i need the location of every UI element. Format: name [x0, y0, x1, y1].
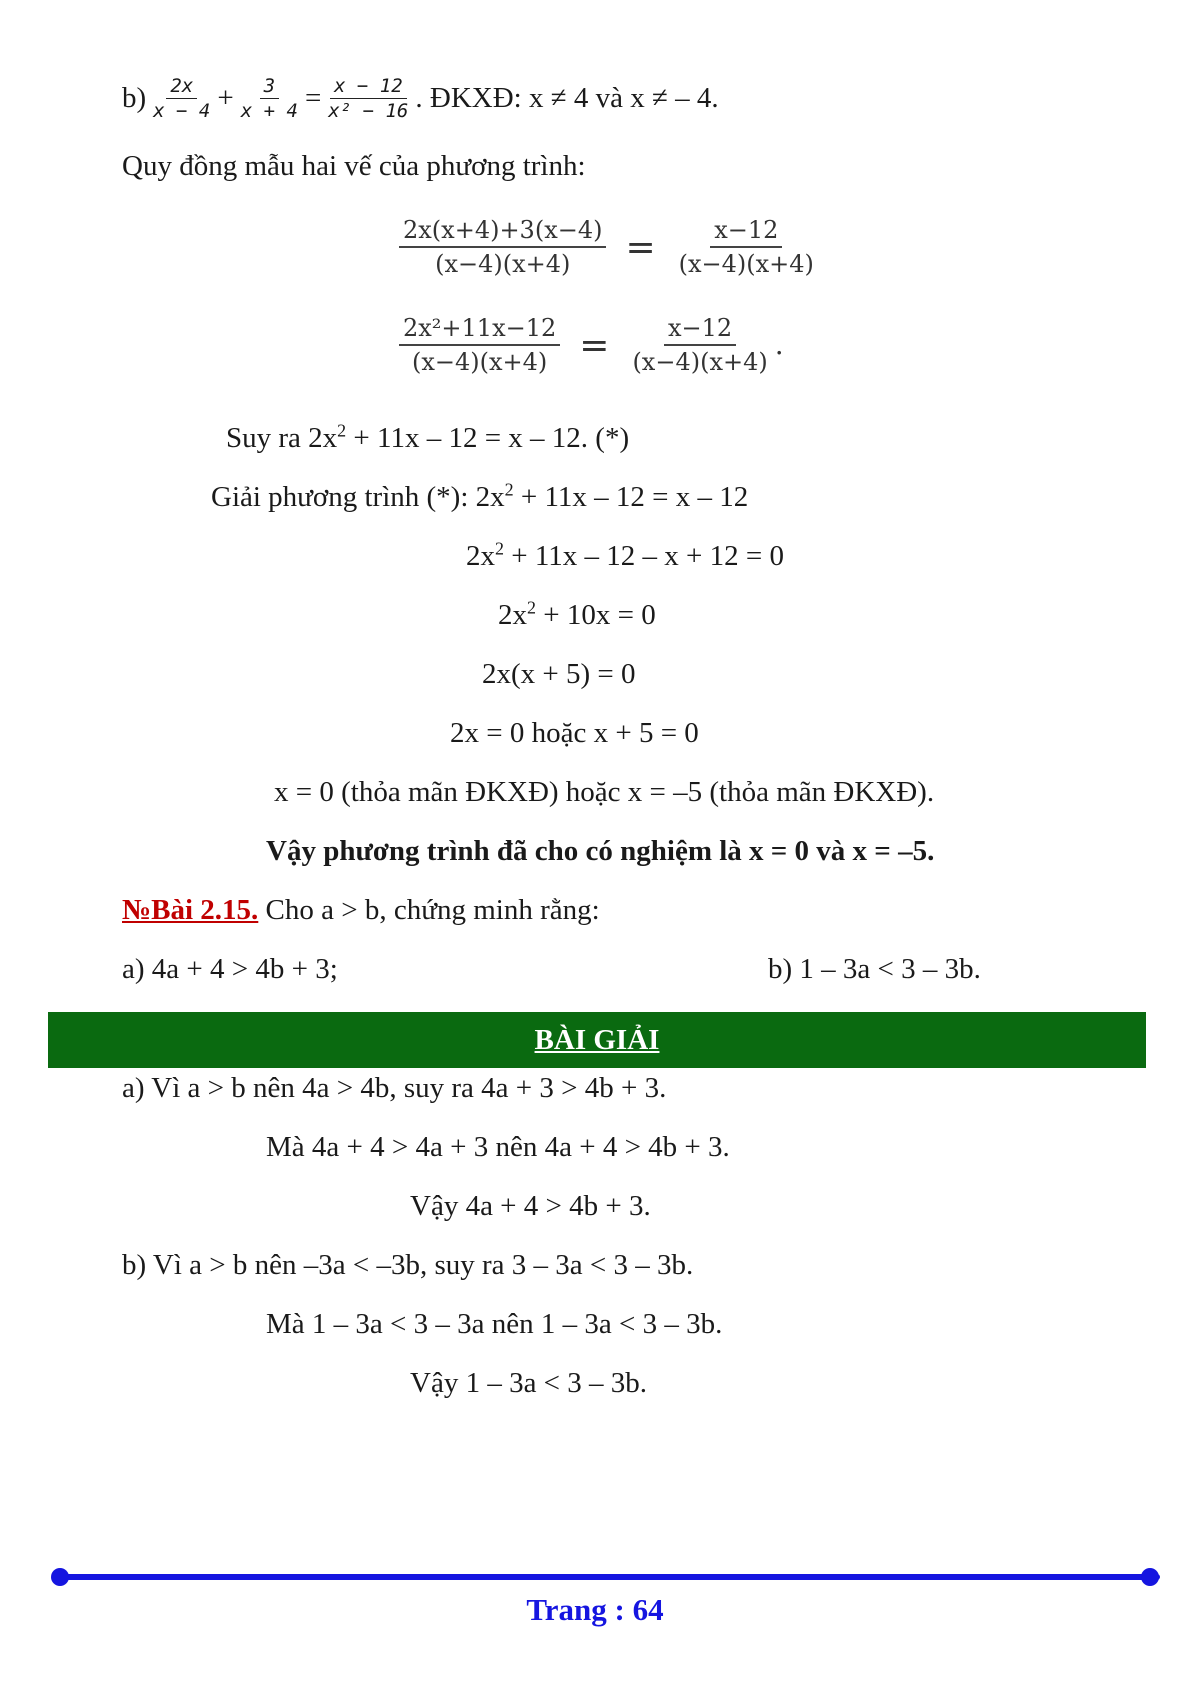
conclusion: Vậy phương trình đã cho có nghiệm là x = 0 và x = –5.: [266, 835, 935, 867]
equals-sign: =: [304, 82, 322, 114]
step-5: x = 0 (thỏa mãn ĐKXĐ) hoặc x = –5 (thỏa mãn ĐKXĐ).: [274, 776, 935, 808]
step-2: $2x^2 + 10x = 0$: [498, 597, 656, 631]
footer-rule-right-dot: [1141, 1568, 1159, 1586]
equation-2: [396, 312, 784, 378]
eq2-period: .: [774, 328, 784, 361]
fraction-3-over-x-plus-4: $\frac{3}{x + 4}$: [240, 74, 298, 122]
eq1-equals: =: [625, 226, 656, 268]
eq1-lhs-fraction: $\frac{2x(x+4)+3(x-4)}{(x-4)(x+4)}$: [399, 214, 606, 280]
footer-rule-left-dot: [51, 1568, 69, 1586]
solution-b-2: Mà 1 – 3a < 3 – 3a nên 1 – 3a < 3 – 3b.: [266, 1308, 723, 1340]
footer-rule: [60, 1574, 1160, 1580]
problem-part-b: b) 1 – 3a < 3 – 3b.: [768, 953, 981, 985]
eq2-equals: =: [579, 324, 610, 366]
problem-heading: №Bài 2.15. Cho a > b, chứng minh rằng:: [122, 894, 600, 926]
step-3: 2x(x + 5) = 0: [482, 658, 636, 690]
equation-1: [396, 214, 821, 280]
step-4: 2x = 0 hoặc x + 5 = 0: [450, 717, 699, 749]
page-number: Trang : 64: [526, 1592, 664, 1627]
part-b-label: b): [122, 82, 147, 114]
solution-b-3: Vậy 1 – 3a < 3 – 3b.: [410, 1367, 648, 1399]
solution-a-2: Mà 4a + 4 > 4a + 3 nên 4a + 4 > 4b + 3.: [266, 1131, 730, 1163]
plus-sign: +: [217, 82, 234, 114]
fraction-rhs: $\frac{x - 12}{\text{x² − 16}}$: [328, 74, 409, 122]
part-b-statement: [122, 72, 719, 124]
solution-a-3: Vậy 4a + 4 > 4b + 3.: [410, 1190, 651, 1222]
eq2-lhs-fraction: $\frac{\text{2x²+11x−12}}{(x-4)(x+4)}$: [399, 312, 560, 378]
solution-b-1: b) Vì a > b nên –3a < –3b, suy ra 3 – 3a < 3 – 3b.: [122, 1249, 694, 1281]
giai-line: Giải phương trình (*): $2x^2 + 11x - 12 = x - 12$: [211, 479, 749, 513]
suy-ra-line: Suy ra $2x^2 + 11x - 12 = x - 12$. (*): [226, 420, 630, 454]
fraction-2x-over-x-minus-4: $\frac{2x}{x - 4}$: [153, 74, 211, 122]
solution-a-1: a) Vì a > b nên 4a > 4b, suy ra 4a + 3 > 4b + 3.: [122, 1072, 667, 1104]
eq2-rhs-fraction: $\frac{x-12}{(x-4)(x+4)}$: [632, 314, 768, 376]
banner-title: BÀI GIẢI: [534, 1024, 660, 1056]
step-1: $2x^2 + 11x - 12 - x + 12 = 0$: [466, 538, 784, 572]
quy-dong-text: Quy đồng mẫu hai vế của phương trình:: [122, 150, 586, 182]
problem-label: №Bài 2.15.: [122, 894, 259, 926]
eq1-rhs-fraction: $\frac{x-12}{(x-4)(x+4)}$: [678, 216, 814, 278]
problem-part-a: a) 4a + 4 > 4b + 3;: [122, 953, 338, 985]
domain-condition: . ĐKXĐ: x ≠ 4 và x ≠ – 4.: [415, 82, 719, 114]
solution-banner: [48, 1012, 1146, 1068]
